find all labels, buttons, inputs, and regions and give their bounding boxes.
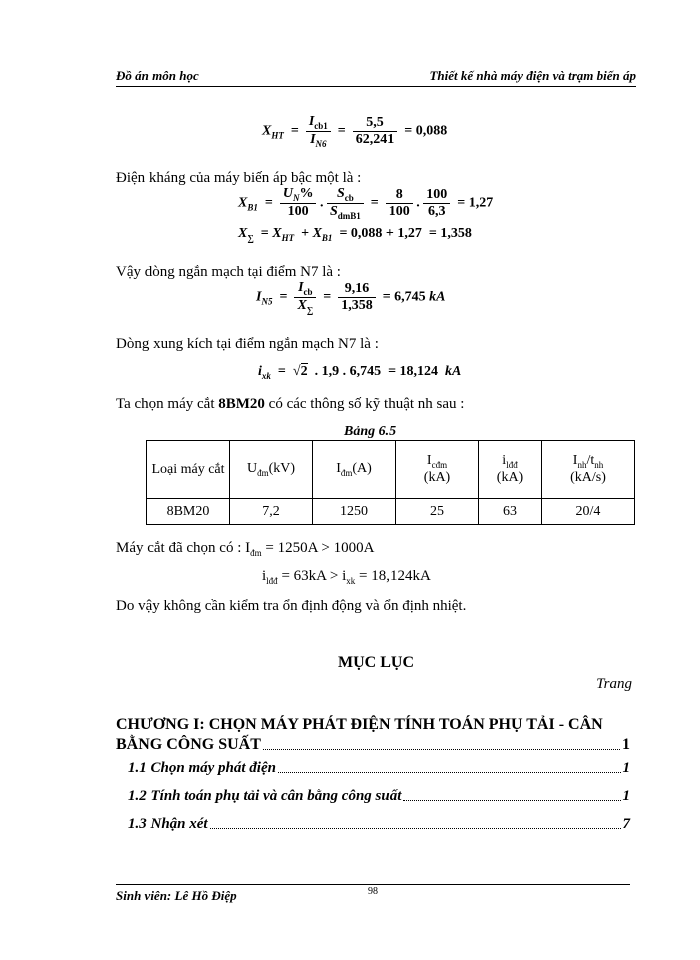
toc-chapter-entry[interactable]: BẰNG CÔNG SUẤT 1 bbox=[116, 736, 630, 753]
paragraph-impulse: Dòng xung kích tại điểm ngắn mạch N7 là : bbox=[116, 336, 379, 352]
table-header-cell: $I_{đm}(A)$ bbox=[313, 441, 396, 499]
equation-in5: $I_{N5}$ = $\frac{I_{cb}}{X_\sum}$ = $\frac{9,16}{1,358}$ = 6,745 kA bbox=[256, 280, 446, 315]
paragraph-peak-current: $i_{lđđ} = 63kA > i_{xk} = 18,124kA$ bbox=[262, 568, 431, 586]
table-cell: 25 bbox=[396, 499, 479, 525]
paragraph-transformer: Điện kháng của máy biến áp bậc một là : bbox=[116, 170, 362, 186]
equation-xsum: $X_\sum = X_{HT} + X_{B1} = 0,088 + 1,27 = 1,358$ bbox=[238, 226, 472, 243]
paragraph-conclusion: Do vậy không cần kiểm tra ổn định động và ổn định nhiệt. bbox=[116, 598, 467, 614]
paragraph-rated-current: Máy cắt đã chọn có : $I_{đm} = 1250A > 1000A$ bbox=[116, 540, 375, 558]
footer-rule bbox=[116, 884, 630, 885]
footer-student: Sinh viên: Lê Hồ Điệp bbox=[116, 888, 237, 903]
table-header-cell: $i_{lđđ}$ (kA) bbox=[479, 441, 542, 499]
paragraph-breaker-choice: Ta chọn máy cắt 8BM20 có các thông số kỹ thuật nh sau : bbox=[116, 396, 465, 412]
toc-item[interactable]: 1.2 Tính toán phụ tải và cân bằng công suất 1 bbox=[128, 788, 630, 804]
toc-chapter-title[interactable]: CHƯƠNG I: CHỌN MÁY PHÁT ĐIỆN TÍNH TOÁN PHỤ TẢI - CÂN bbox=[116, 716, 603, 733]
header-course: Đồ án môn học bbox=[116, 68, 199, 83]
table-header-cell: Loại máy cắt bbox=[147, 441, 230, 499]
table-cell: 1250 bbox=[313, 499, 396, 525]
table-header-cell: $U_{đm}(kV)$ bbox=[230, 441, 313, 499]
table-cell: 63 bbox=[479, 499, 542, 525]
header-rule bbox=[116, 86, 636, 87]
table-header-cell: $I_{nh}/t_{nh}$ (kA/s) bbox=[542, 441, 635, 499]
table-header-cell: $I_{cđm}$ (kA) bbox=[396, 441, 479, 499]
page-number: 98 bbox=[368, 886, 378, 897]
toc-title: MỤC LỤC bbox=[338, 654, 414, 671]
toc-item[interactable]: 1.1 Chọn máy phát điện 1 bbox=[128, 760, 630, 776]
toc-item[interactable]: 1.3 Nhận xét 7 bbox=[128, 816, 630, 832]
equation-ixk: $i_{xk} = √2$ . 1,9 . 6,745 = 18,124 kA bbox=[258, 364, 462, 381]
table-cell: 20/4 bbox=[542, 499, 635, 525]
paragraph-short-circuit: Vậy dòng ngắn mạch tại điểm N7 là : bbox=[116, 264, 341, 280]
breaker-spec-table bbox=[146, 440, 635, 525]
header-title: Thiết kế nhà máy điện và trạm biến áp bbox=[429, 68, 636, 83]
table-cell: 8BM20 bbox=[147, 499, 230, 525]
table-cell: 7,2 bbox=[230, 499, 313, 525]
equation-xb1: $X_{B1}$ = $\frac{U_N\%}{100}$ . $\frac{S_{cb}}{S_{dmB1}}$ = $\frac{8}{100}$ . $\frac{100}{6,3}$ = 1,27 bbox=[238, 186, 494, 221]
table-caption: Bảng 6.5 bbox=[344, 424, 397, 439]
toc-page-label: Trang bbox=[596, 676, 632, 692]
equation-xht: $X_{HT}$ = $\frac{I_{cb1}}{I_{N6}}$ = $\frac{5,5}{62,241}$ = 0,088 bbox=[262, 114, 448, 149]
